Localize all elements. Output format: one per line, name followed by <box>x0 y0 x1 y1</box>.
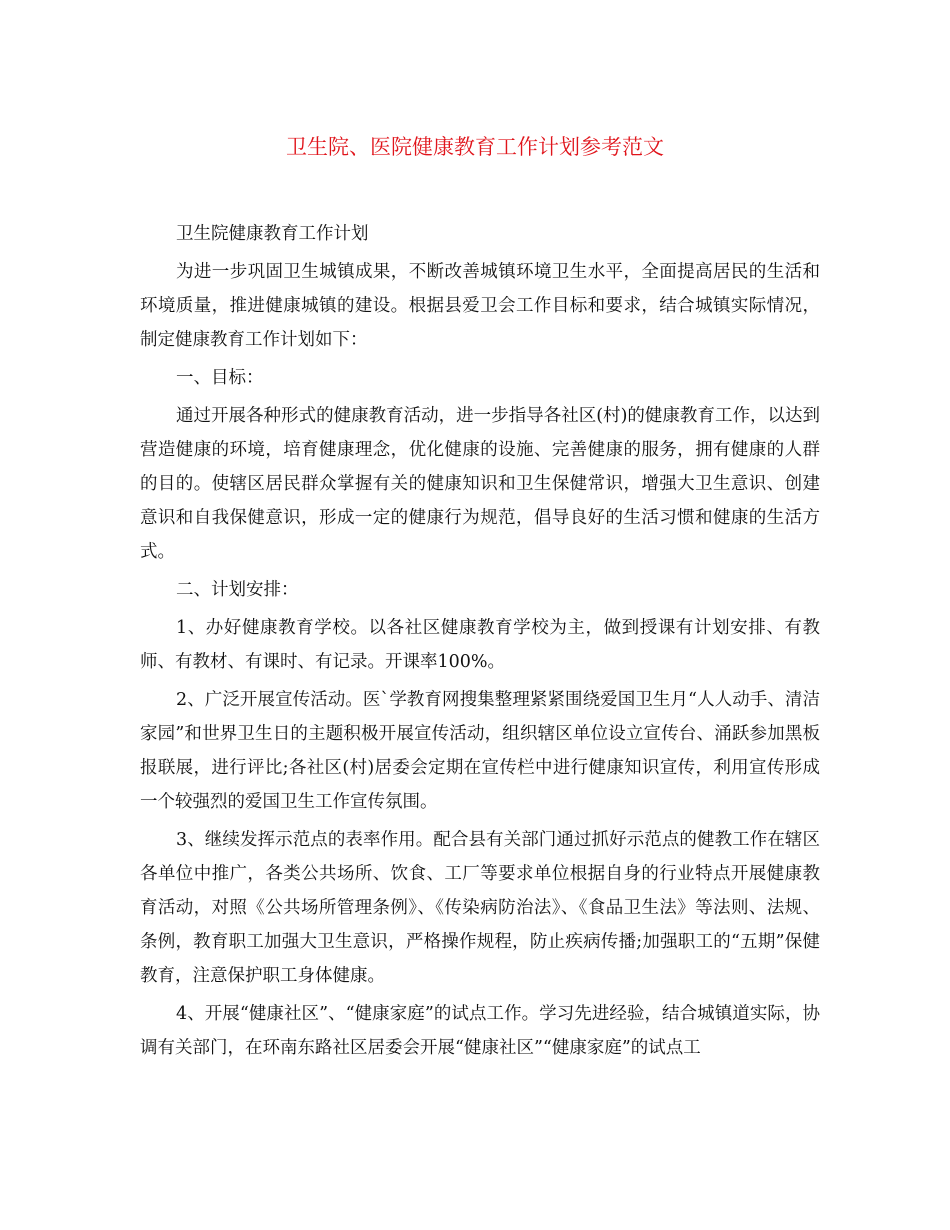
paragraph-item-4: 4、开展“健康社区”、“健康家庭”的试点工作。学习先进经验，结合城镇道实际，协调有关部门，在环南东路社区居委会开展“健康社区”“健康家庭”的试点工 <box>140 1004 820 1058</box>
paragraph-item-1: 1、办好健康教育学校。以各社区健康教育学校为主，做到授课有计划安排、有教师、有教材、有课时、有记录。开课率100%。 <box>140 618 820 672</box>
paragraph-item-3: 3、继续发挥示范点的表率作用。配合县有关部门通过抓好示范点的健教工作在辖区各单位中推广，各类公共场所、饮食、工厂等要求单位根据自身的行业特点开展健康教育活动，对照《公共场所管理条例》、《传染病防治法》、《食品卫生法》等法则、法规、条例，教育职工加强大卫生意识，严格操作规程，防止疾病传播;加强职工的“五期”保健教育，注意保护职工身体健康。 <box>140 830 820 986</box>
heading-plan: 二、计划安排： <box>176 580 299 600</box>
document-title: 卫生院、医院健康教育工作计划参考范文 <box>286 135 664 159</box>
paragraph-goals: 通过开展各种形式的健康教育活动，进一步指导各社区(村)的健康教育工作，以达到营造健康的环境，培育健康理念，优化健康的设施、完善健康的服务，拥有健康的人群的目的。使辖区居民群众掌握有关的健康知识和卫生保健常识，增强大卫生意识、创建意识和自我保健意识，形成一定的健康行为规范，倡导良好的生活习惯和健康的生活方式。 <box>140 406 820 562</box>
paragraph-item-2: 2、广泛开展宣传活动。医`学教育网搜集整理紧紧围绕爱国卫生月“人人动手、清洁家园”和世界卫生日的主题积极开展宣传活动，组织辖区单位设立宣传台、涌跃参加黑板报联展，进行评比;各社区(村)居委会定期在宣传栏中进行健康知识宣传，利用宣传形成一个较强烈的爱国卫生工作宣传氛围。 <box>140 690 820 812</box>
document-body <box>140 217 820 1069</box>
paragraph-subtitle: 卫生院健康教育工作计划 <box>176 224 369 244</box>
heading-goals: 一、目标： <box>176 368 264 388</box>
paragraph-intro: 为进一步巩固卫生城镇成果，不断改善城镇环境卫生水平，全面提高居民的生活和环境质量，推进健康城镇的建设。根据县爱卫会工作目标和要求，结合城镇实际情况，制定健康教育工作计划如下： <box>140 262 820 350</box>
